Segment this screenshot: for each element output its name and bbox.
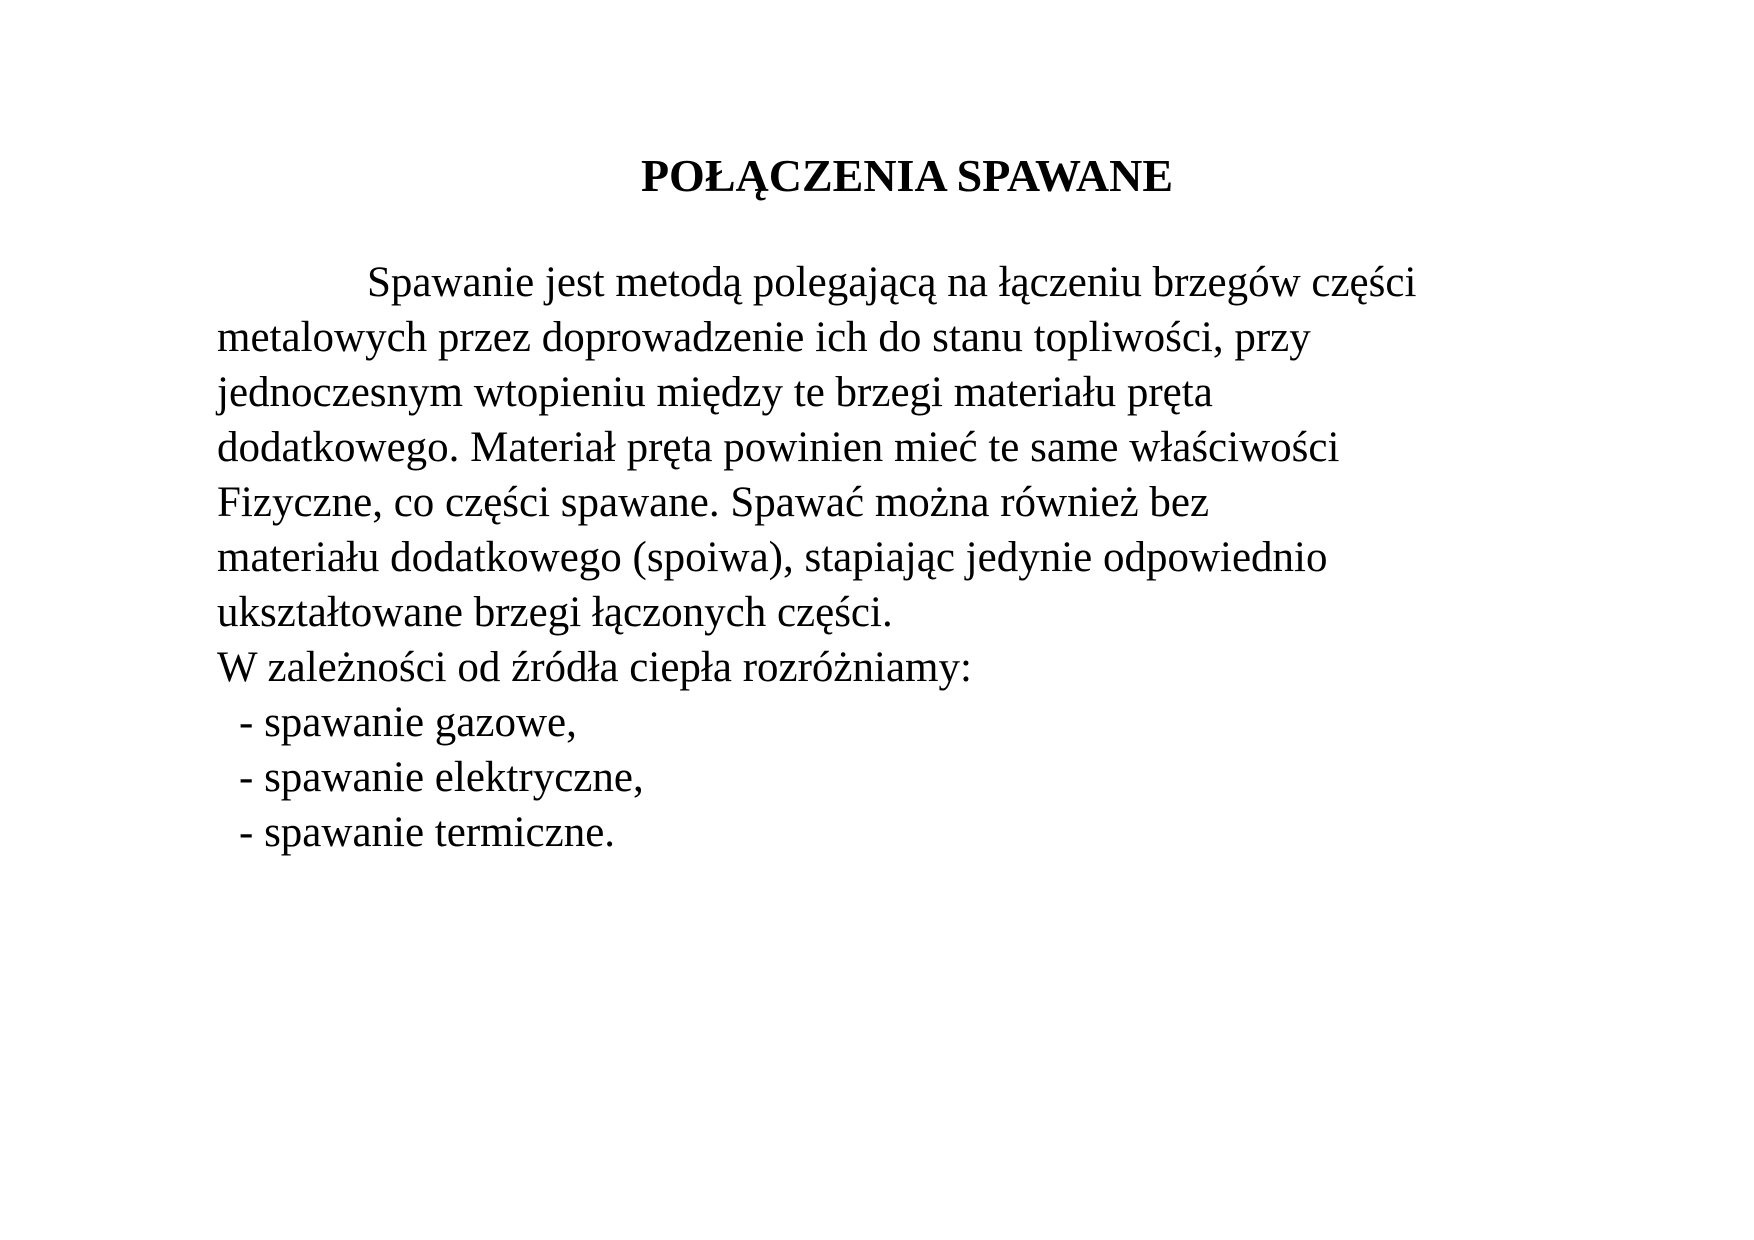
- paragraph-line: ukształtowane brzegi łączonych części.: [217, 589, 893, 636]
- list-item: - spawanie gazowe,: [239, 699, 577, 746]
- paragraph-line: jednoczesnym wtopieniu między te brzegi materiału pręta: [217, 369, 1213, 416]
- paragraph-line: materiału dodatkowego (spoiwa), stapiając jedynie odpowiednio: [217, 534, 1328, 581]
- list-item: - spawanie elektryczne,: [239, 754, 644, 801]
- paragraph-line: dodatkowego. Materiał pręta powinien mieć te same właściwości: [217, 424, 1340, 471]
- page-title: POŁĄCZENIA SPAWANE: [640, 150, 1174, 201]
- paragraph-line: Fizyczne, co części spawane. Spawać można również bez: [217, 479, 1210, 526]
- body-text: [217, 255, 1547, 860]
- list-item: - spawanie termiczne.: [239, 809, 616, 856]
- paragraph-line: metalowych przez doprowadzenie ich do stanu topliwości, przy: [217, 314, 1311, 361]
- paragraph-line: Spawanie jest metodą polegającą na łączeniu brzegów części: [367, 259, 1417, 306]
- list-intro: W zależności od źródła ciepła rozróżniamy:: [217, 644, 972, 691]
